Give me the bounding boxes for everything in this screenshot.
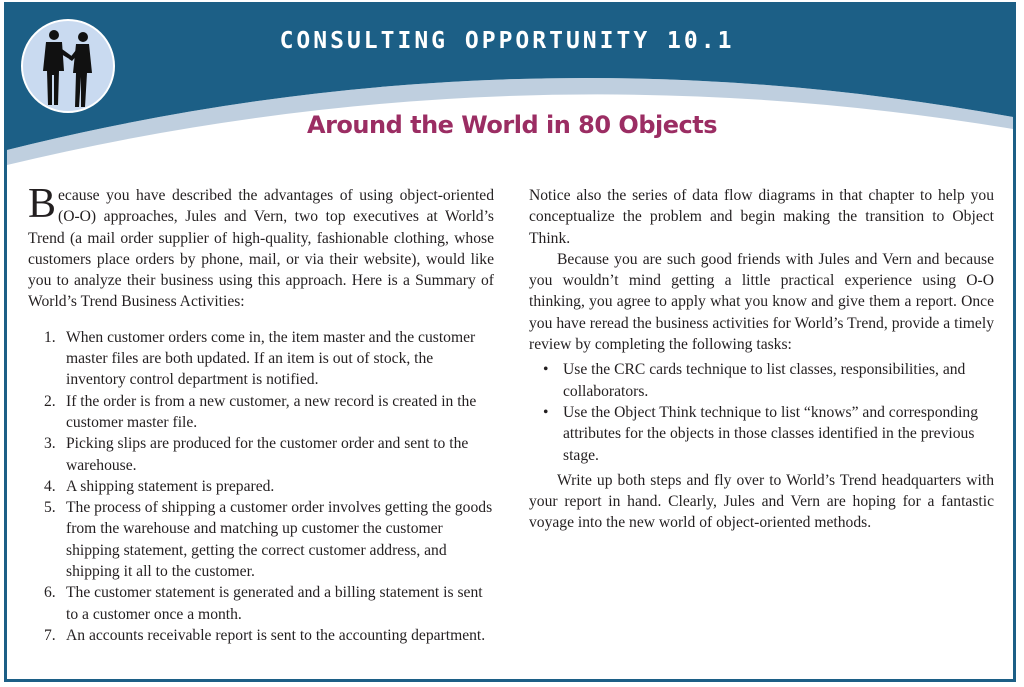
list-item — [28, 582, 494, 625]
list-item — [28, 476, 494, 497]
list-number: 5. — [44, 499, 56, 517]
paragraph: Notice also the series of data flow diagrams in that chapter to help you conceptualize the problem and begin making the transition to Object Think. — [529, 187, 994, 247]
intro-text: ecause you have described the advantages of using object-oriented (O-O) approaches, Jules and Vern, two top executives at World’s Trend (a mail order supplier of high-quality, fashionable clothing, whose customers place orders by phone, mail, or via their website), would like you to analyze their business using this approach. Here is a Summary of World’s Trend Business Activities: — [28, 187, 494, 311]
list-text: An accounts receivable report is sent to the accounting department. — [66, 626, 486, 644]
box-title: Around the World in 80 Objects — [307, 111, 717, 139]
two-businesspeople-icon — [21, 19, 115, 113]
paragraph: Write up both steps and fly over to World’s Trend headquarters with your report in hand. Clearly, Jules and Vern are hoping for a fantastic voyage into the new world of object-oriented methods. — [529, 471, 994, 532]
list-item — [28, 625, 494, 646]
list-number: 2. — [44, 392, 56, 410]
list-number: 3. — [44, 435, 56, 453]
list-text: Use the Object Think technique to list “knows” and corresponding attributes for the objects in those classes identified in the previous stage. — [563, 403, 979, 464]
list-text: Use the CRC cards technique to list classes, responsibilities, and collaborators. — [563, 361, 966, 400]
list-number: 6. — [44, 584, 56, 602]
paragraph: Because you are such good friends with Jules and Vern and because you wouldn’t mind getting a little practical experience using O-O thinking, you agree to apply what you know and give them a report. Once you have reread the business activities for World’s Trend, provide a timely review by completing the following tasks: — [529, 250, 994, 354]
intro-paragraph — [28, 181, 494, 313]
list-number: 1. — [44, 328, 56, 346]
list-item — [28, 391, 494, 434]
drop-cap: B — [28, 181, 57, 227]
list-item — [529, 359, 994, 402]
list-item — [28, 497, 494, 582]
bullet-icon: • — [543, 403, 549, 421]
list-item — [28, 433, 494, 476]
consulting-opportunity-box — [4, 2, 1016, 682]
list-text: If the order is from a new customer, a new record is created in the customer master file. — [66, 392, 477, 431]
activities-list — [28, 327, 494, 646]
list-item — [529, 402, 994, 466]
list-text: A shipping statement is prepared. — [66, 477, 275, 495]
left-column — [28, 181, 494, 646]
right-column — [529, 185, 994, 534]
tasks-list — [529, 359, 994, 465]
list-number: 4. — [44, 477, 56, 495]
list-item — [28, 327, 494, 391]
list-text: Picking slips are produced for the customer order and sent to the warehouse. — [66, 435, 469, 474]
list-text: The process of shipping a customer order involves getting the goods from the warehouse and matching up customer the customer shipping statement, getting the correct customer address, and shipping it all to the customer. — [66, 499, 493, 581]
box-label: CONSULTING OPPORTUNITY 10.1 — [279, 28, 735, 54]
bullet-icon: • — [543, 361, 549, 379]
list-number: 7. — [44, 626, 56, 644]
list-text: When customer orders come in, the item master and the customer master files are both updated. If an item is out of stock, the inventory control department is notified. — [66, 328, 476, 389]
list-text: The customer statement is generated and a billing statement is sent to a customer once a month. — [66, 584, 483, 623]
